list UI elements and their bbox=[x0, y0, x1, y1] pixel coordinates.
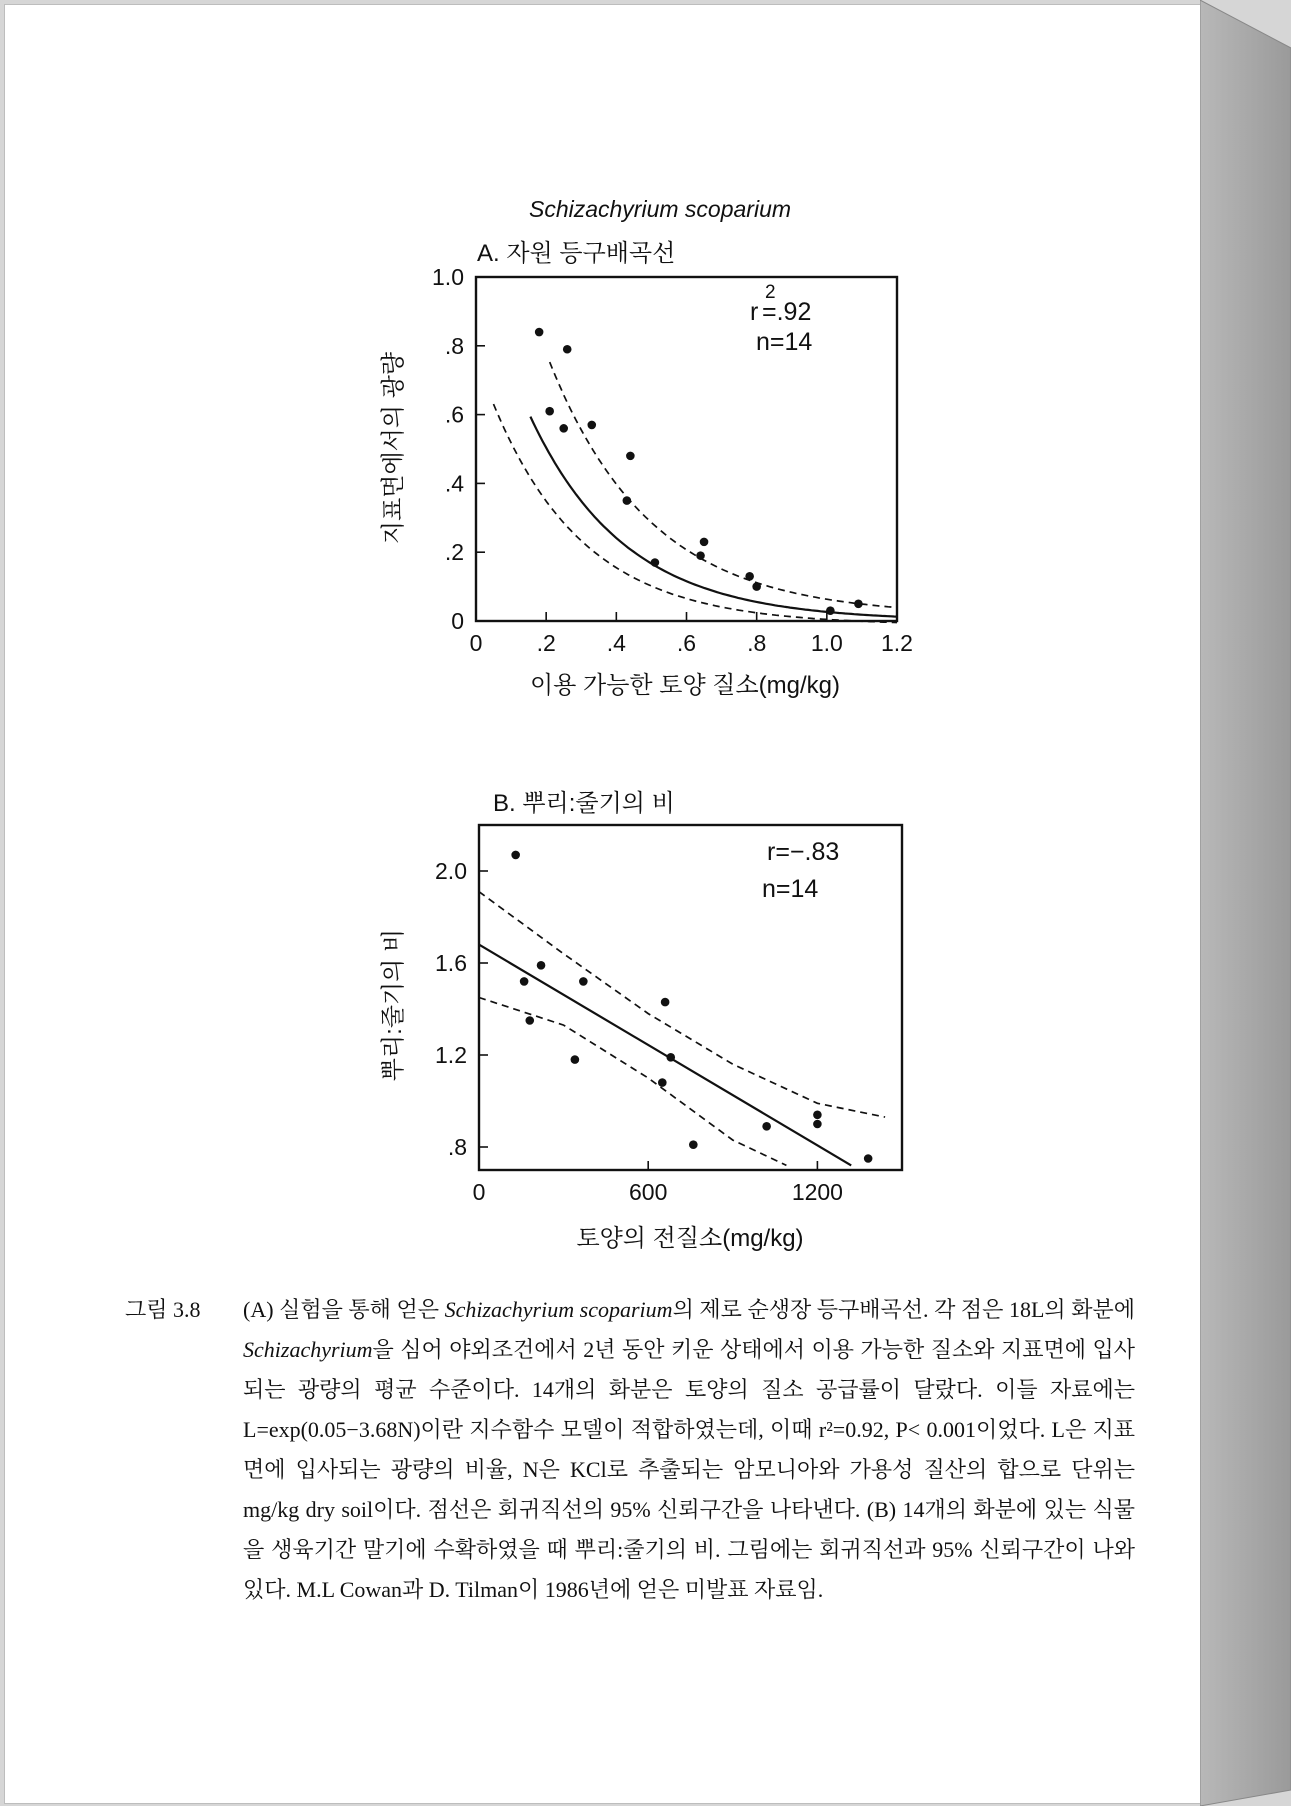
x-tick-label: 1.0 bbox=[810, 630, 843, 656]
chart-b-ci-upper bbox=[479, 892, 885, 1117]
data-point bbox=[571, 1055, 580, 1064]
chart-a-points bbox=[535, 328, 863, 615]
x-tick-label: 0 bbox=[469, 630, 483, 656]
data-point bbox=[545, 407, 554, 416]
y-tick-label: 1.2 bbox=[435, 1042, 467, 1068]
y-tick-label: .6 bbox=[444, 401, 464, 428]
caption-genus-name: Schizachyrium bbox=[243, 1337, 373, 1362]
y-tick-label: .8 bbox=[447, 1134, 467, 1160]
chart-a-ci-lower bbox=[494, 404, 898, 622]
chart-b-ci-lower bbox=[479, 998, 786, 1166]
x-tick-label: 1200 bbox=[791, 1179, 843, 1205]
y-tick-label: 2.0 bbox=[435, 858, 467, 884]
data-point bbox=[666, 1053, 675, 1062]
chart-a-fit-curve bbox=[530, 417, 897, 617]
data-point bbox=[525, 1016, 534, 1025]
data-point bbox=[864, 1154, 873, 1163]
x-tick-label: .6 bbox=[676, 630, 697, 656]
data-point bbox=[626, 452, 635, 461]
x-tick-label: 0 bbox=[472, 1179, 486, 1205]
data-point bbox=[813, 1111, 822, 1120]
chart-a bbox=[5, 5, 1201, 725]
y-tick-label: .8 bbox=[444, 332, 464, 359]
data-point bbox=[689, 1140, 698, 1149]
caption-text: (A) 실험을 통해 얻은 Schizachyrium scoparium의 제로 순생장 등구배곡선. 각 점은 18L의 화분에 Schizachyrium을 심어 야외조건에서 2년 동안 키운 상태에서 이용 가능한 질소와 지표면에 입사되는 광량의 평균 수준이다. 14개의 화분은 토양의 질소 공급률이 달랐다. 이들 자료에는 L=exp(0.05−3.68N)이란 지수함수 모델이 적합하였는데, 이때 r²=0.92, P< 0.001이었다. L은 지표면에 입사되는 광량의 비율, N은 KCl로 추출되는 암모니아와 가용성 질산의 합으로 단위는 mg/kg dry soil이다. 점선은 회귀직선의 95% 신뢰구간을 나타낸다. (B) 14개의 화분에 있는 식물을 생육기간 말기에 수확하였을 때 뿌리:줄기의 비. 그림에는 회귀직선과 95% 신뢰구간이 나와 있다. M.L Cowan과 D. Tilman이 1986년에 얻은 미발표 자료임. bbox=[243, 1297, 1135, 1602]
species-title: Schizachyrium scoparium bbox=[528, 196, 792, 222]
data-point bbox=[651, 558, 660, 567]
chart-b-plot-frame bbox=[479, 825, 902, 1170]
x-tick-label: 600 bbox=[629, 1179, 668, 1205]
data-point bbox=[520, 977, 529, 986]
data-point bbox=[579, 977, 588, 986]
caption-species-name: Schizachyrium scoparium bbox=[444, 1297, 673, 1322]
data-point bbox=[813, 1120, 822, 1129]
x-tick-label: 1.2 bbox=[881, 630, 913, 656]
chart-b-x-axis-label: 토양의 전질소(mg/kg) bbox=[576, 1225, 804, 1252]
book-page bbox=[4, 4, 1202, 1804]
chart-a-ci-upper bbox=[550, 362, 897, 607]
data-point bbox=[762, 1122, 771, 1131]
data-point bbox=[658, 1078, 667, 1087]
chart-b-r-label: r=−.83 bbox=[767, 838, 840, 866]
chart-a-r-label: r bbox=[750, 298, 759, 326]
chart-a-title: A. 자원 등구배곡선 bbox=[477, 240, 676, 267]
chart-b-y-axis-label: 뿌리:줄기의 비 bbox=[380, 928, 407, 1082]
data-point bbox=[752, 582, 761, 591]
data-point bbox=[535, 328, 544, 337]
data-point bbox=[661, 998, 670, 1007]
chart-b-y-tick-labels bbox=[435, 858, 467, 1160]
figure-caption bbox=[125, 1290, 1135, 1610]
x-tick-label: .2 bbox=[536, 630, 556, 656]
data-point bbox=[537, 961, 546, 970]
y-tick-label: .4 bbox=[444, 470, 464, 497]
chart-a-x-axis-label: 이용 가능한 토양 질소(mg/kg) bbox=[530, 672, 840, 699]
book-spine-edge bbox=[1200, 0, 1291, 1806]
chart-a-r-superscript: 2 bbox=[765, 282, 776, 303]
y-tick-label: 1.6 bbox=[435, 950, 467, 976]
chart-b-n-label: n=14 bbox=[762, 875, 819, 903]
chart-b-title: B. 뿌리:줄기의 비 bbox=[493, 790, 675, 817]
chart-a-r-value: =.92 bbox=[762, 298, 812, 326]
data-point bbox=[826, 606, 835, 615]
data-point bbox=[696, 551, 705, 560]
x-tick-label: .8 bbox=[747, 630, 767, 656]
data-point bbox=[511, 851, 520, 860]
x-tick-label: .4 bbox=[606, 630, 626, 656]
data-point bbox=[745, 572, 754, 581]
y-tick-label: .2 bbox=[444, 539, 464, 566]
chart-b-regression-line bbox=[479, 945, 851, 1166]
chart-a-n-label: n=14 bbox=[756, 328, 813, 356]
chart-a-y-axis-label: 지표면에서의 광량 bbox=[380, 351, 407, 545]
data-point bbox=[587, 421, 596, 430]
data-point bbox=[700, 538, 709, 547]
chart-a-x-tick-labels bbox=[470, 630, 913, 656]
data-point bbox=[623, 496, 632, 505]
y-tick-label: 0 bbox=[451, 608, 464, 634]
data-point bbox=[559, 424, 568, 433]
chart-b bbox=[5, 765, 1201, 1285]
data-point bbox=[854, 600, 863, 609]
chart-b-x-tick-labels bbox=[473, 1179, 843, 1205]
caption-label: 그림 3.8 bbox=[125, 1297, 201, 1322]
data-point bbox=[563, 345, 572, 354]
chart-a-y-tick-labels bbox=[432, 264, 464, 634]
y-tick-label: 1.0 bbox=[432, 264, 464, 290]
